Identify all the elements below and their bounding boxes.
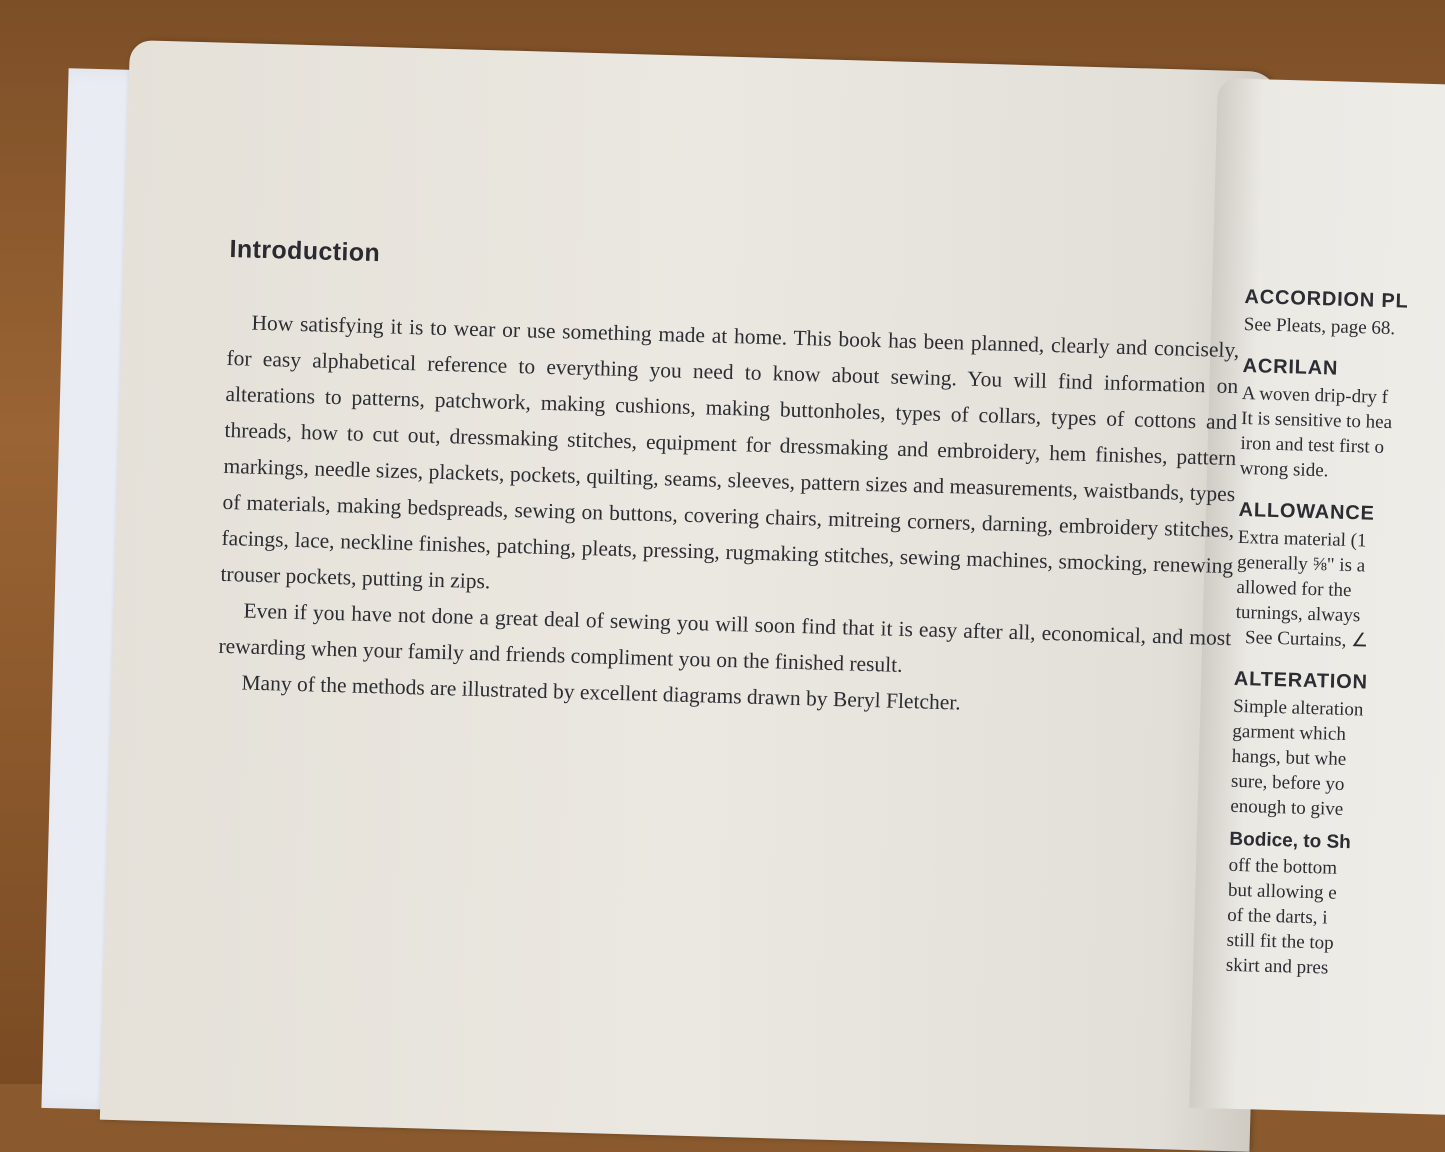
intro-paragraph-3: Many of the methods are illustrated by excellent diagrams drawn by Beryl Fletcher. <box>241 670 962 715</box>
entry-term: ACRILAN <box>1242 354 1339 380</box>
entry-line: garment which <box>1232 720 1347 745</box>
entry-line: hangs, but whe <box>1231 745 1347 771</box>
left-page-content <box>217 235 1242 728</box>
entry-line: It is sensitive to hea <box>1240 407 1393 434</box>
right-page-content <box>1226 282 1445 984</box>
intro-paragraph-2: Even if you have not done a great deal of sewing you will soon find that it is easy after all, economical, and most rewarding when your family and friends compliment you on the finished result. <box>218 598 1232 677</box>
intro-paragraph-1: How satisfying it is to wear or use something made at home. This book has been planned, clearly and concisely, for easy alphabetical reference to everything you need to know about sewing. You will find information on alterations to patterns, patchwork, making cushions, making buttonholes, types of collars, types of cottons and threads, how to cut out, dressmaking stitches, equipment for dressmaking and embroidery, hem finishes, pattern markings, needle sizes, plackets, pockets, quilting, seams, sleeves, pattern sizes and measurements, waistbands, types of materials, making bedspreads, sewing on buttons, covering chairs, mitreing corners, darning, embroidery stitches, facings, lace, neckline finishes, patching, pleats, pressing, rugmaking stitches, sewing machines, smocking, renewing trouser pockets, putting in zips. <box>220 310 1240 594</box>
entry-line: allowed for the <box>1236 576 1352 602</box>
entry-line: generally ⅝" is a <box>1236 551 1366 577</box>
entry-line: wrong side. <box>1239 457 1329 482</box>
entry-line: iron and test first o <box>1240 432 1385 458</box>
entry-line: A woven drip-dry f <box>1241 382 1389 409</box>
page-title: Introduction <box>229 235 381 268</box>
subentry-bodice <box>1226 827 1440 984</box>
entry-acrilan <box>1239 351 1445 487</box>
entry-line: sure, before yo <box>1230 770 1345 795</box>
entry-line: See Curtains, ∠ <box>1244 627 1369 652</box>
entry-allowance <box>1235 495 1445 656</box>
entry-line: of the darts, i <box>1227 904 1328 929</box>
entry-line: turnings, always <box>1235 601 1361 627</box>
entry-line: skirt and pres <box>1225 954 1329 979</box>
subentry-term: Bodice, to Sh <box>1229 828 1352 854</box>
entry-term: ACCORDION PL <box>1244 285 1409 313</box>
entry-line: enough to give <box>1230 795 1344 820</box>
entry-line: See Pleats, page 68. <box>1243 313 1396 340</box>
entry-line: still fit the top <box>1226 929 1335 954</box>
entry-line: Extra material (1 <box>1237 526 1367 552</box>
entry-line: off the bottom <box>1228 854 1338 879</box>
entry-line: but allowing e <box>1227 879 1337 904</box>
entry-accordion <box>1243 282 1445 343</box>
entry-alteration <box>1230 664 1444 825</box>
entry-line: Simple alteration <box>1232 695 1364 721</box>
entry-term: ALTERATION <box>1233 667 1369 694</box>
entry-term: ALLOWANCE <box>1238 498 1375 525</box>
